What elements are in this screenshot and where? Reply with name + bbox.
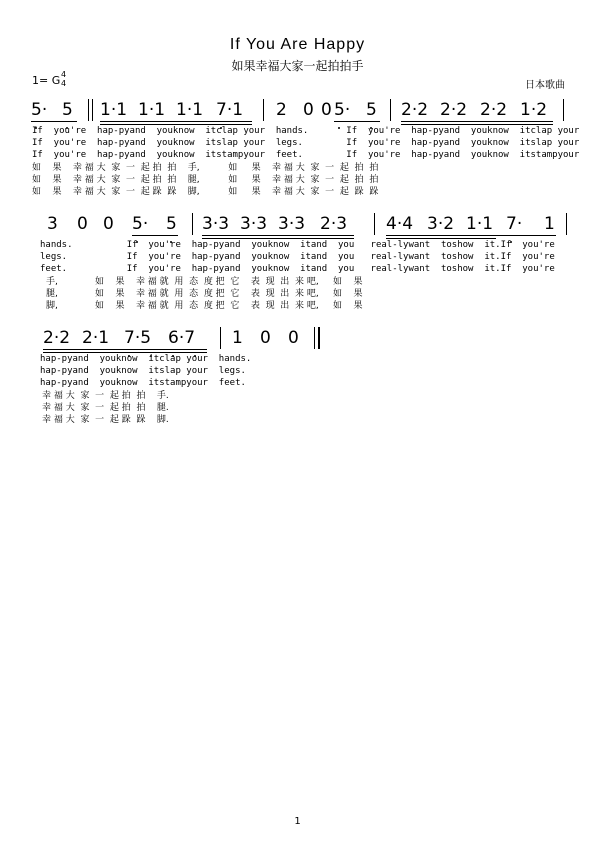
note: 4·4 [386,214,414,234]
lyric-line-cn-2: 如 果 幸 福 大 家 一 起 拍 拍 腿, 如 果 幸 福 大 家 一 起 拍 拍 [32,175,379,185]
lyric-line-en-1: hands. If you're hap-pyand youknow itand you real-lywant toshow it.If you're [40,240,555,250]
note: 2 [276,100,287,120]
note: 5· [334,100,351,120]
lyric-line-en-3: If you're hap-pyand youknow itstampyour feet. If you're hap-pyand youknow itstampyour [32,150,580,160]
note: 3·3 [240,214,268,234]
lyric-line-cn-3: 脚, 如 果 幸 福 就 用 态 度 把 它 表 现 出 来 吧, 如 果 [46,301,363,311]
lyric-line-en-1: hap-pyand youknow itclap your hands. [40,354,252,364]
song-title: If You Are Happy [229,36,366,53]
note: 1·1 [138,100,166,120]
lyric-line-cn-1: 手, 如 果 幸 福 就 用 态 度 把 它 表 现 出 来 吧, 如 果 [46,277,363,287]
note: 5· [132,214,149,234]
note: 2·3 [320,214,348,234]
note: 5 [166,214,177,234]
note: 7·5 [124,328,152,348]
lyric-line-en-3: feet. If you're hap-pyand youknow itand you real-lywant toshow it.If you're [40,264,555,274]
note: 0 [260,328,271,348]
key-signature: 1= G [32,74,61,87]
note: 1·1 [466,214,494,234]
note: 0 [103,214,114,234]
note: 1 [232,328,243,348]
notation-line [0,98,595,124]
note: 6·7 [168,328,196,348]
composer-credit: 日本歌曲 [525,80,565,91]
note: 2·2 [401,100,429,120]
song-subtitle: 如果幸福大家一起拍拍手 [231,59,364,73]
note: 3·3 [202,214,230,234]
page-number: 1 [294,816,301,827]
note: 7· [506,214,523,234]
music-system-1 [0,98,595,218]
lyric-line-en-2: hap-pyand youknow itslap your legs. [40,366,246,376]
lyric-line-cn-3: 幸 福 大 家 一 起 跺 跺 脚. [42,415,169,425]
note: 1·1 [100,100,128,120]
meter-bottom: 4 [61,79,67,88]
note: 2·2 [43,328,71,348]
music-system-3 [0,326,595,446]
lyric-line-cn-1: 如 果 幸 福 大 家 一 起 拍 拍 手, 如 果 幸 福 大 家 一 起 拍 拍 [32,163,379,173]
lyric-line-en-2: legs. If you're hap-pyand youknow itand you real-lywant toshow it.If you're [40,252,555,262]
notation-line [0,326,595,352]
lyric-line-cn-2: 幸 福 大 家 一 起 拍 拍 腿. [42,403,169,413]
note: 0 [288,328,299,348]
lyric-line-en-1: If you're hap-pyand youknow itclap your hands. If you're hap-pyand youknow itclap your [32,126,580,136]
lyric-line-en-2: If you're hap-pyand youknow itslap your legs. If you're hap-pyand youknow itslap your [32,138,580,148]
lyric-line-en-3: hap-pyand youknow itstampyour feet. [40,378,246,388]
note: 5· [31,100,48,120]
note: 2·1 [82,328,110,348]
note: 7·1 [216,100,244,120]
lyric-line-cn-3: 如 果 幸 福 大 家 一 起 跺 跺 脚, 如 果 幸 福 大 家 一 起 跺 跺 [32,187,379,197]
note: 0 [77,214,88,234]
note: 0 [303,100,314,120]
note: 1·1 [176,100,204,120]
notation-line [0,212,595,238]
meter-top: 4 [61,70,67,79]
lyric-line-cn-1: 幸 福 大 家 一 起 拍 拍 手. [42,391,169,401]
note: 1 [544,214,555,234]
note: 3·2 [427,214,455,234]
music-system-2 [0,212,595,332]
note: 5 [62,100,73,120]
note: 3 [47,214,58,234]
note: 2·2 [480,100,508,120]
lyric-line-cn-2: 腿, 如 果 幸 福 就 用 态 度 把 它 表 现 出 来 吧, 如 果 [46,289,363,299]
note: 3·3 [278,214,306,234]
note: 0 [321,100,332,120]
note: 2·2 [440,100,468,120]
note: 5 [366,100,377,120]
time-signature [61,70,66,88]
note: 1·2 [520,100,548,120]
